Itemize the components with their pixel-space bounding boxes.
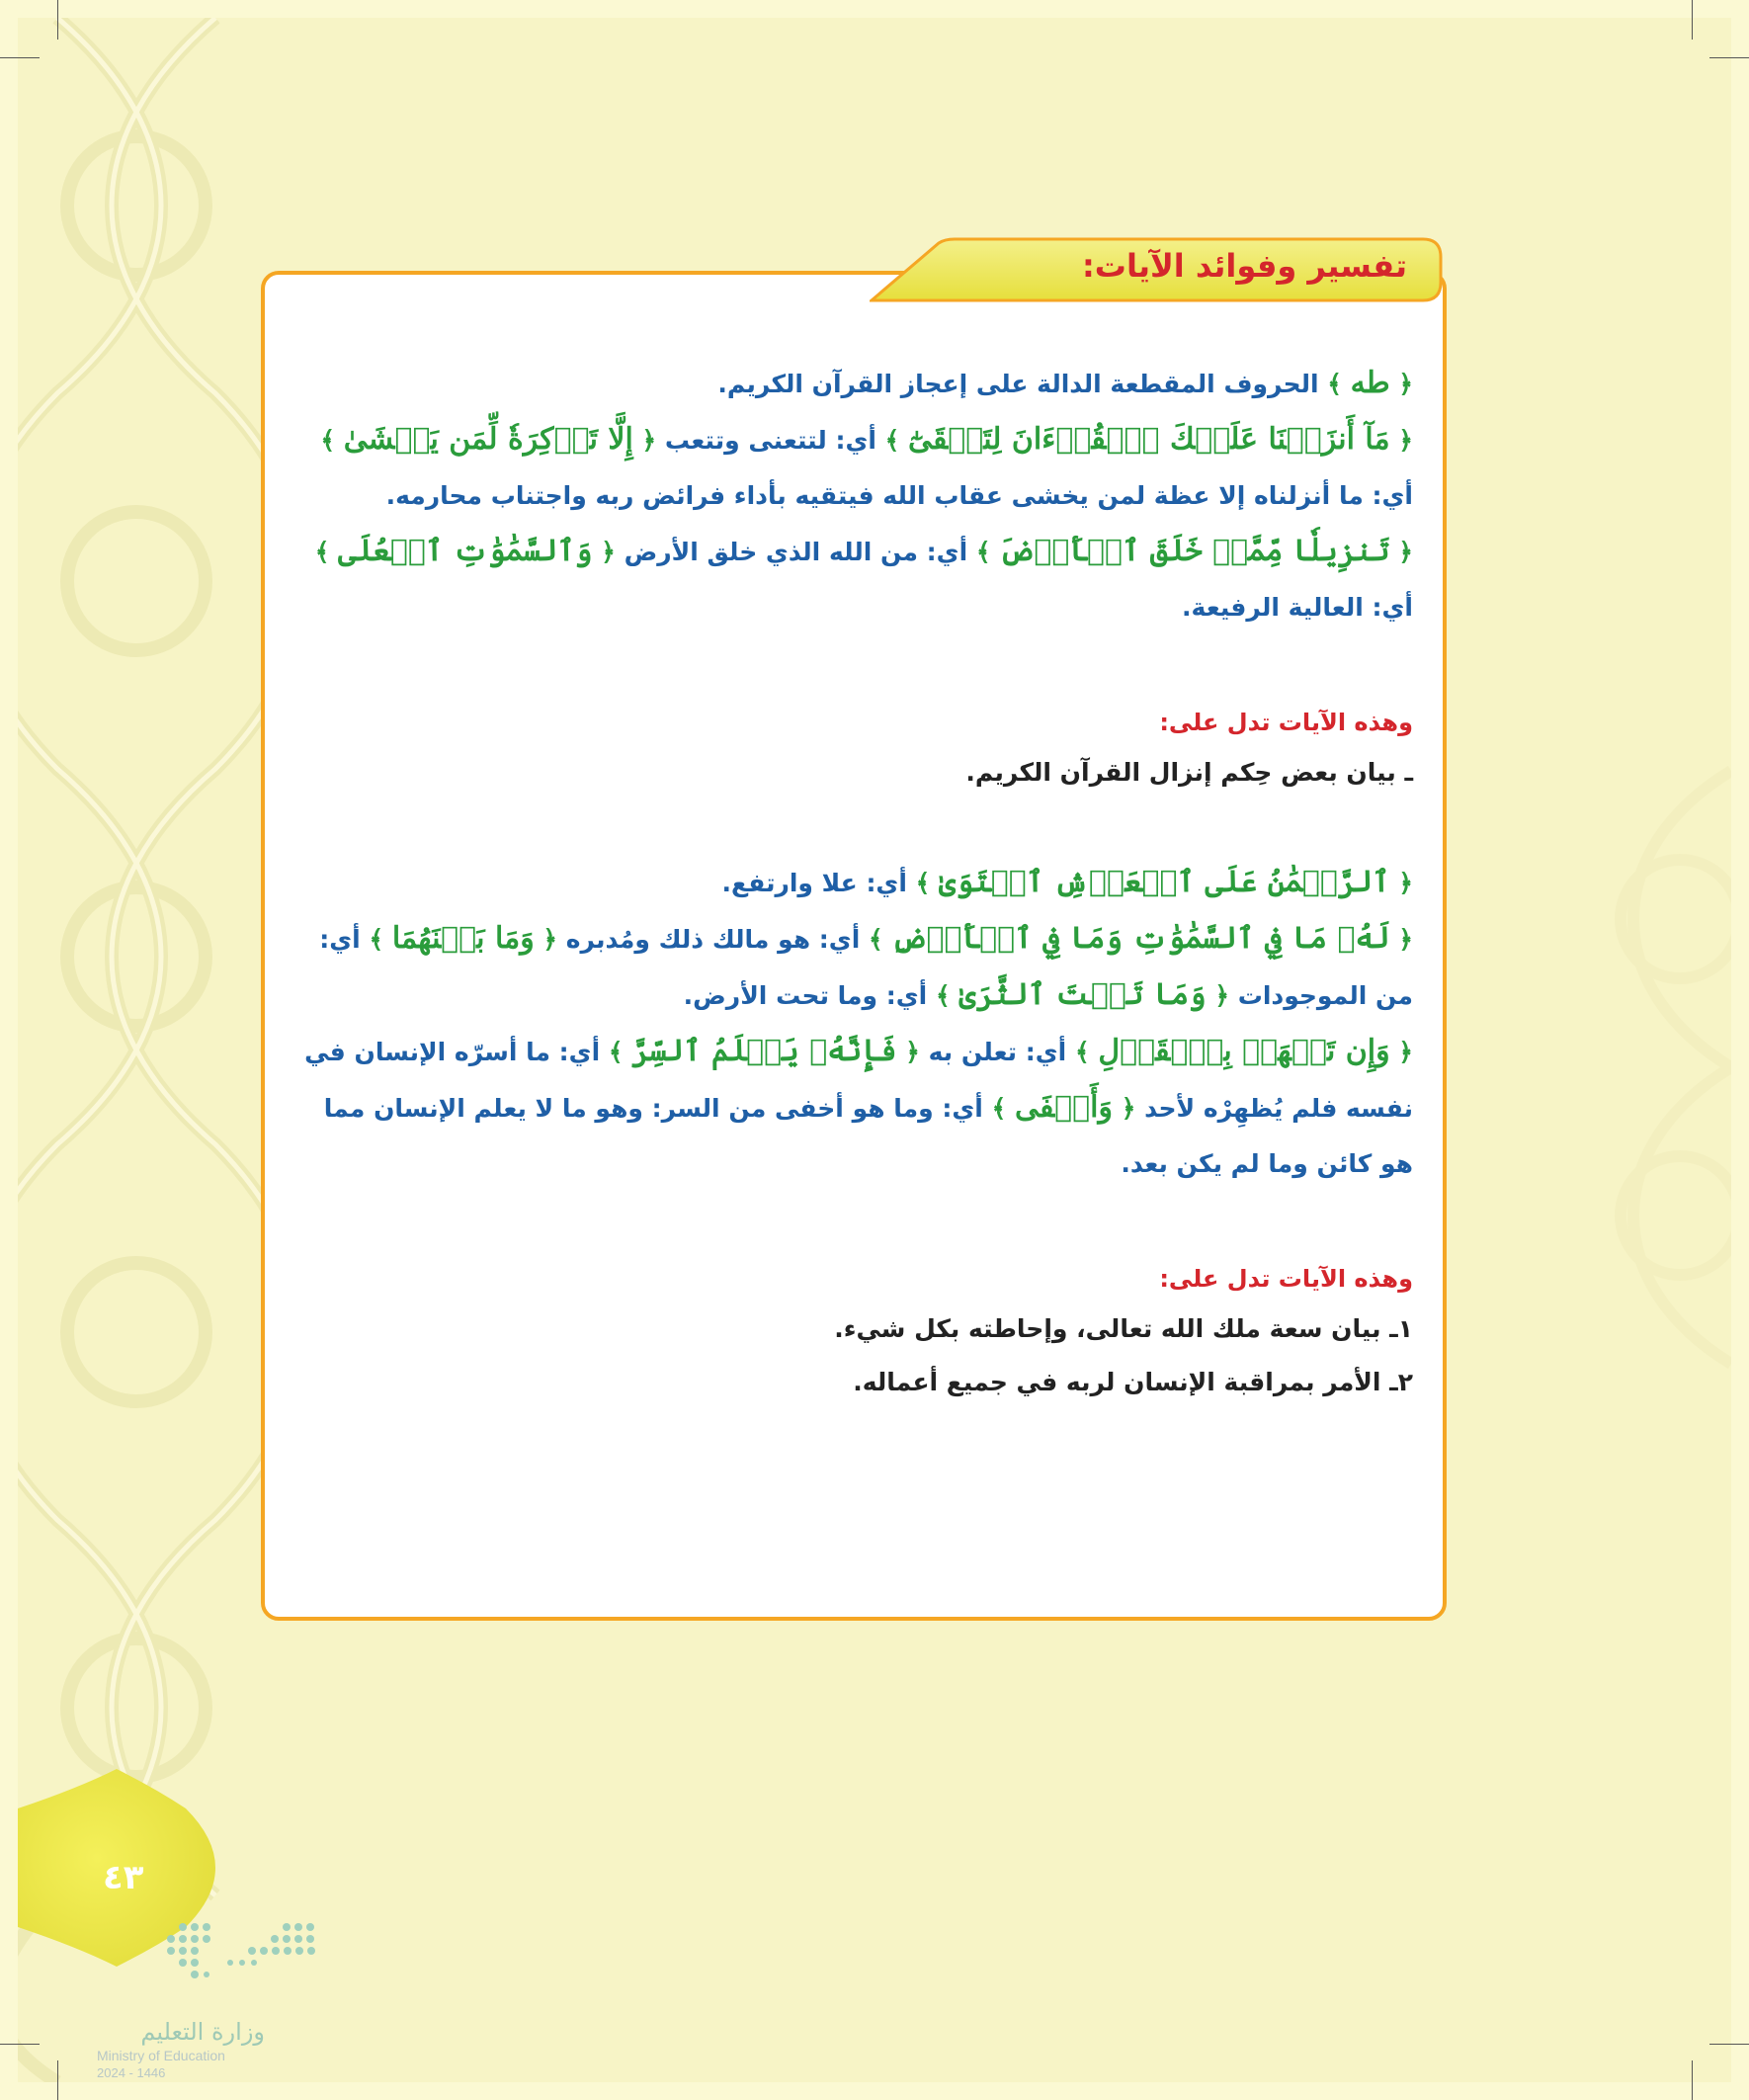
explanation-text: أي: العالية الرفيعة. — [1182, 593, 1413, 622]
benefit-item: ـ بيان بعض حِكم إنزال القرآن الكريم. — [965, 758, 1413, 787]
explanation-text: أي: ما أسرّه الإنسان في نفسه فلم يُظهِرْه لأحد — [304, 1038, 1413, 1123]
crop-mark — [57, 2060, 58, 2100]
quran-verse: فَإِنَّهُۥ يَعۡلَمُ ٱلسِّرَّ — [631, 1034, 897, 1068]
explanation-text: أي: ما أنزلناه إلا عظة لمن يخشى عقاب الله فيتقيه بأداء فرائض ربه واجتناب محارمه. — [385, 481, 1413, 510]
explanation-text: أي: من الموجودات — [319, 925, 1413, 1010]
explanation-text: أي: وما تحت الأرض. — [683, 981, 928, 1010]
explanation-text: أي: وما هو أخفى من السر: وهو ما لا يعلم الإنسان مما هو كائن وما لم يكن بعد. — [323, 1094, 1413, 1178]
quran-verse: وَأَخۡفَى — [1014, 1090, 1113, 1125]
quran-bracket-open: ﴿ — [1398, 538, 1413, 566]
section-title: تفسير وفوائد الآيات: — [1081, 247, 1407, 285]
quran-verse: لَهُۥ مَا فِي ٱلسَّمَٰوَٰتِ وَمَا فِي ٱلۡأَرۡضِ — [891, 921, 1390, 956]
quran-bracket-close: ﴾ — [314, 538, 330, 566]
quran-bracket-open: ﴿ — [1398, 869, 1413, 897]
quran-bracket-open: ﴿ — [1398, 1038, 1413, 1066]
section-title-tab — [870, 237, 1443, 302]
ministry-logo-icon — [94, 1907, 341, 2016]
quran-bracket-open: ﴿ — [1121, 1094, 1136, 1123]
quran-bracket-close: ﴾ — [1327, 370, 1342, 398]
quran-bracket-close: ﴾ — [369, 925, 384, 954]
quran-verse: ٱلرَّحۡمَٰنُ عَلَى ٱلۡعَرۡشِ ٱسۡتَوَىٰ — [939, 865, 1390, 899]
quran-bracket-open: ﴿ — [542, 925, 558, 954]
benefits-heading: وهذه الآيات تدل على: — [1159, 1265, 1413, 1293]
quran-verse: وَمَا تَحۡتَ ٱلثَّرَىٰ — [958, 977, 1207, 1012]
explanation-text: أي: من الله الذي خلق الأرض — [624, 538, 968, 566]
edition-year: 2024 - 1446 — [97, 2065, 166, 2080]
quran-bracket-open: ﴿ — [1214, 981, 1229, 1010]
explanation-text: أي: علا وارتفع. — [721, 869, 907, 897]
benefit-item: ٢ـ الأمر بمراقبة الإنسان لربه في جميع أعماله. — [853, 1368, 1413, 1396]
crop-mark — [1692, 0, 1693, 40]
crop-mark — [1692, 2060, 1693, 2100]
quran-bracket-close: ﴾ — [991, 1094, 1007, 1123]
tafsir-line — [287, 911, 1413, 1024]
tafsir-line — [287, 412, 1413, 524]
quran-bracket-open: ﴿ — [601, 538, 616, 566]
spacer — [287, 799, 1413, 855]
quran-bracket-close: ﴾ — [869, 925, 883, 954]
benefit-item: ١ـ بيان سعة ملك الله تعالى، وإحاطته بكل شيء. — [834, 1314, 1413, 1343]
quran-bracket-close: ﴾ — [608, 1038, 624, 1066]
quran-bracket-open: ﴿ — [905, 1038, 920, 1066]
crop-mark — [1709, 57, 1749, 58]
tafsir-line — [287, 855, 1413, 911]
quran-bracket-close: ﴾ — [320, 426, 335, 455]
quran-verse: وَٱلسَّمَٰوَٰتِ ٱلۡعُلَى — [338, 534, 593, 568]
quran-verse: تَنزِيلٗا مِّمَّنۡ خَلَقَ ٱلۡأَرۡضَ — [999, 534, 1390, 568]
quran-bracket-close: ﴾ — [915, 869, 931, 897]
tafsir-line — [287, 524, 1413, 635]
quran-verse: طه — [1350, 366, 1390, 400]
tafsir-content — [287, 356, 1413, 1409]
crop-mark — [1709, 2044, 1749, 2045]
quran-bracket-open: ﴿ — [1398, 426, 1413, 455]
quran-bracket-open: ﴿ — [1398, 925, 1413, 954]
benefits-heading: وهذه الآيات تدل على: — [1159, 709, 1413, 736]
explanation-text: أي: لتتعنى وتتعب — [664, 426, 876, 455]
quran-bracket-close: ﴾ — [935, 981, 951, 1010]
ministry-name-arabic: وزارة التعليم — [140, 2018, 265, 2046]
crop-mark — [57, 0, 58, 40]
ornamental-pattern-right — [1423, 731, 1731, 1423]
quran-bracket-open: ﴿ — [1398, 370, 1413, 398]
explanation-text: أي: هو مالك ذلك ومُدبره — [565, 925, 861, 954]
quran-bracket-close: ﴾ — [1074, 1038, 1090, 1066]
crop-mark — [0, 2044, 40, 2045]
quran-bracket-close: ﴾ — [884, 426, 900, 455]
quran-bracket-close: ﴾ — [975, 538, 991, 566]
explanation-text: الحروف المقطعة الدالة على إعجاز القرآن الكريم. — [717, 370, 1319, 398]
tafsir-line — [287, 1024, 1413, 1192]
crop-mark — [0, 57, 40, 58]
quran-verse: وَمَا بَيۡنَهُمَا — [391, 921, 535, 956]
quran-bracket-open: ﴿ — [641, 426, 657, 455]
quran-verse: مَآ أَنزَلۡنَا عَلَيۡكَ ٱلۡقُرۡءَانَ لِتَشۡقَىٰٓ — [908, 422, 1390, 457]
ministry-name-english: Ministry of Education — [97, 2048, 225, 2063]
tafsir-line — [287, 356, 1413, 412]
explanation-text: أي: تعلن به — [928, 1038, 1067, 1066]
quran-verse: وَإِن تَجۡهَرۡ بِٱلۡقَوۡلِ — [1098, 1034, 1390, 1068]
quran-verse: إِلَّا تَذۡكِرَةٗ لِّمَن يَخۡشَىٰ — [343, 422, 633, 457]
page-number: ٤٣ — [103, 1858, 144, 1897]
